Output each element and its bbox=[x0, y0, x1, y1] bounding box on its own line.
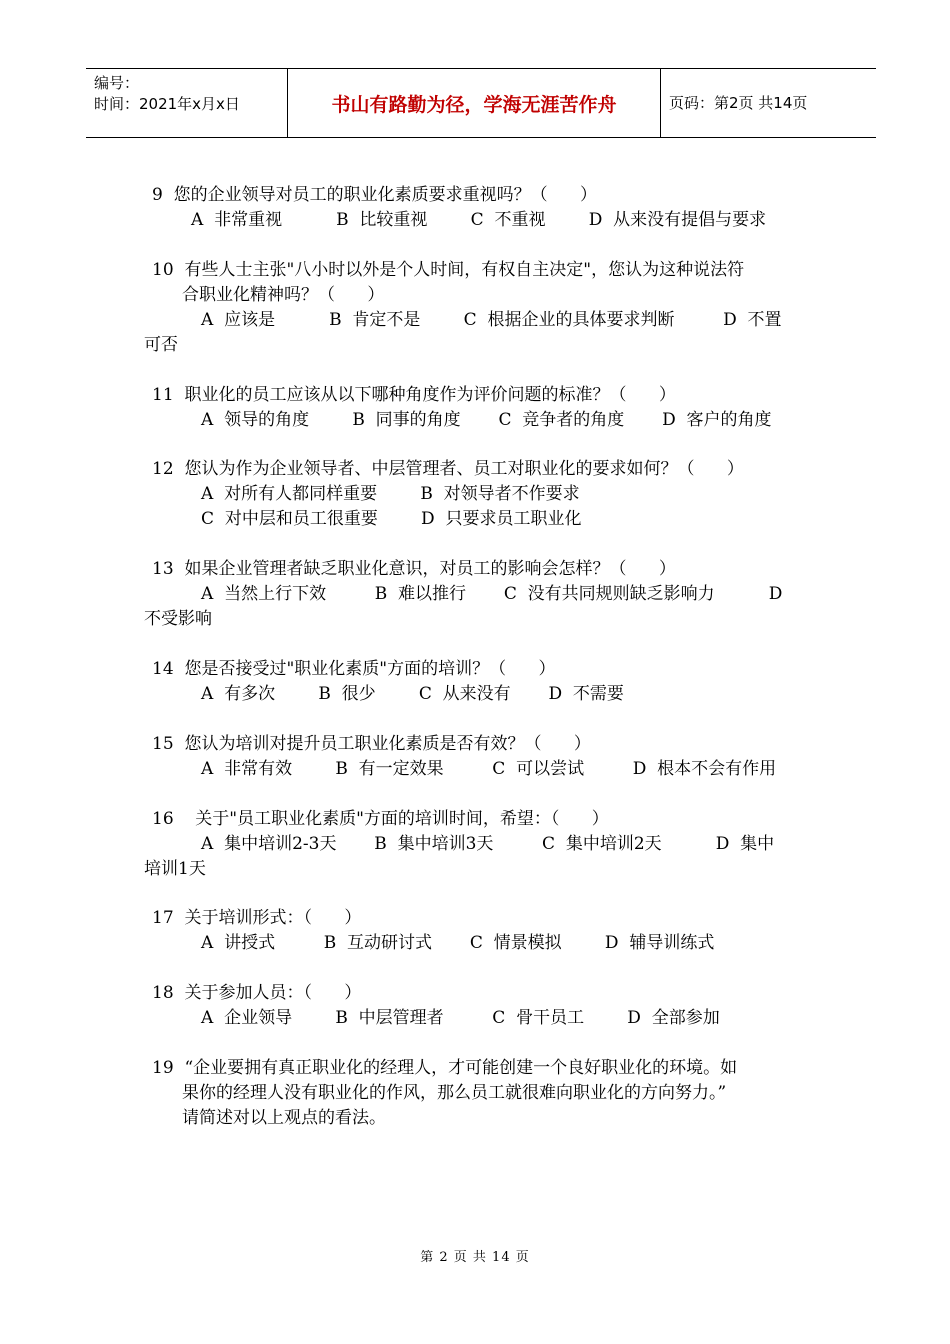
question-text: 13 如果企业管理者缺乏职业化意识，对员工的影响会怎样？（ ） bbox=[152, 559, 676, 579]
question-text: 9 您的企业领导对员工的职业化素质要求重视吗？（ ） bbox=[152, 185, 598, 205]
question-text: 10 有些人士主张"八小时以外是个人时间，有权自主决定"，您认为这种说法符 bbox=[152, 260, 745, 280]
document-time-label: 时间：2021年x月x日 bbox=[94, 95, 240, 113]
question-text: 12 您认为作为企业领导者、中层管理者、员工对职业化的要求如何？（ ） bbox=[152, 459, 744, 479]
question-12 bbox=[0, 457, 950, 557]
question-options: A 企业领导 B 中层管理者 C 骨干员工 D 全部参加 bbox=[201, 1008, 720, 1028]
question-options: C 对中层和员工很重要 D 只要求员工职业化 bbox=[201, 509, 582, 529]
question-text: 16 关于"员工职业化素质"方面的培训时间，希望：（ ） bbox=[152, 809, 609, 829]
question-text: 11 职业化的员工应该从以下哪种角度作为评价问题的标准？（ ） bbox=[152, 385, 676, 405]
page-footer: 第 2 页 共 14 页 bbox=[420, 1250, 530, 1265]
header-motto: 书山有路勤为径，学海无涯苦作舟 bbox=[287, 69, 661, 137]
question-options: A 应该是 B 肯定不是 C 根据企业的具体要求判断 D 不置 bbox=[201, 310, 782, 330]
question-18 bbox=[0, 981, 950, 1056]
question-17 bbox=[0, 906, 950, 981]
question-text-continued: 请简述对以上观点的看法。 bbox=[182, 1108, 386, 1128]
header-meta bbox=[94, 73, 240, 115]
question-text: 14 您是否接受过"职业化素质"方面的培训？（ ） bbox=[152, 659, 556, 679]
question-text: 19 “企业要拥有真正职业化的经理人，才可能创建一个良好职业化的环境。如 bbox=[152, 1058, 738, 1078]
question-options: A 讲授式 B 互动研讨式 C 情景模拟 D 辅导训练式 bbox=[201, 933, 715, 953]
page-header bbox=[86, 68, 876, 138]
document-number-label: 编号： bbox=[94, 74, 140, 92]
question-options: A 对所有人都同样重要 B 对领导者不作要求 bbox=[201, 484, 580, 504]
question-13 bbox=[0, 557, 950, 657]
question-text: 18 关于参加人员：（ ） bbox=[152, 983, 362, 1003]
question-text-continued: 合职业化精神吗？（ ） bbox=[182, 285, 385, 305]
question-options-continued: 可否 bbox=[144, 335, 178, 355]
question-options: A 领导的角度 B 同事的角度 C 竞争者的角度 D 客户的角度 bbox=[201, 410, 772, 430]
question-10 bbox=[0, 258, 950, 383]
question-text-continued: 果你的经理人没有职业化的作风，那么员工就很难向职业化的方向努力。” bbox=[182, 1083, 727, 1103]
question-options: A 非常重视 B 比较重视 C 不重视 D 从来没有提倡与要求 bbox=[191, 210, 767, 230]
question-19 bbox=[0, 1056, 950, 1156]
question-14 bbox=[0, 657, 950, 732]
question-text: 15 您认为培训对提升员工职业化素质是否有效？（ ） bbox=[152, 734, 591, 754]
question-options: A 当然上行下效 B 难以推行 C 没有共同规则缺乏影响力 D bbox=[201, 584, 783, 604]
question-11 bbox=[0, 383, 950, 458]
question-options: A 集中培训2-3天 B 集中培训3天 C 集中培训2天 D 集中 bbox=[201, 834, 775, 854]
question-9 bbox=[0, 183, 950, 258]
question-16 bbox=[0, 807, 950, 907]
question-options: A 有多次 B 很少 C 从来没有 D 不需要 bbox=[201, 684, 624, 704]
question-options: A 非常有效 B 有一定效果 C 可以尝试 D 根本不会有作用 bbox=[201, 759, 777, 779]
question-options-continued: 不受影响 bbox=[144, 609, 212, 629]
question-text: 17 关于培训形式：（ ） bbox=[152, 908, 362, 928]
header-page-label: 页码：第2页 共14页 bbox=[669, 94, 808, 112]
question-15 bbox=[0, 732, 950, 807]
question-options-continued: 培训1天 bbox=[144, 859, 206, 879]
